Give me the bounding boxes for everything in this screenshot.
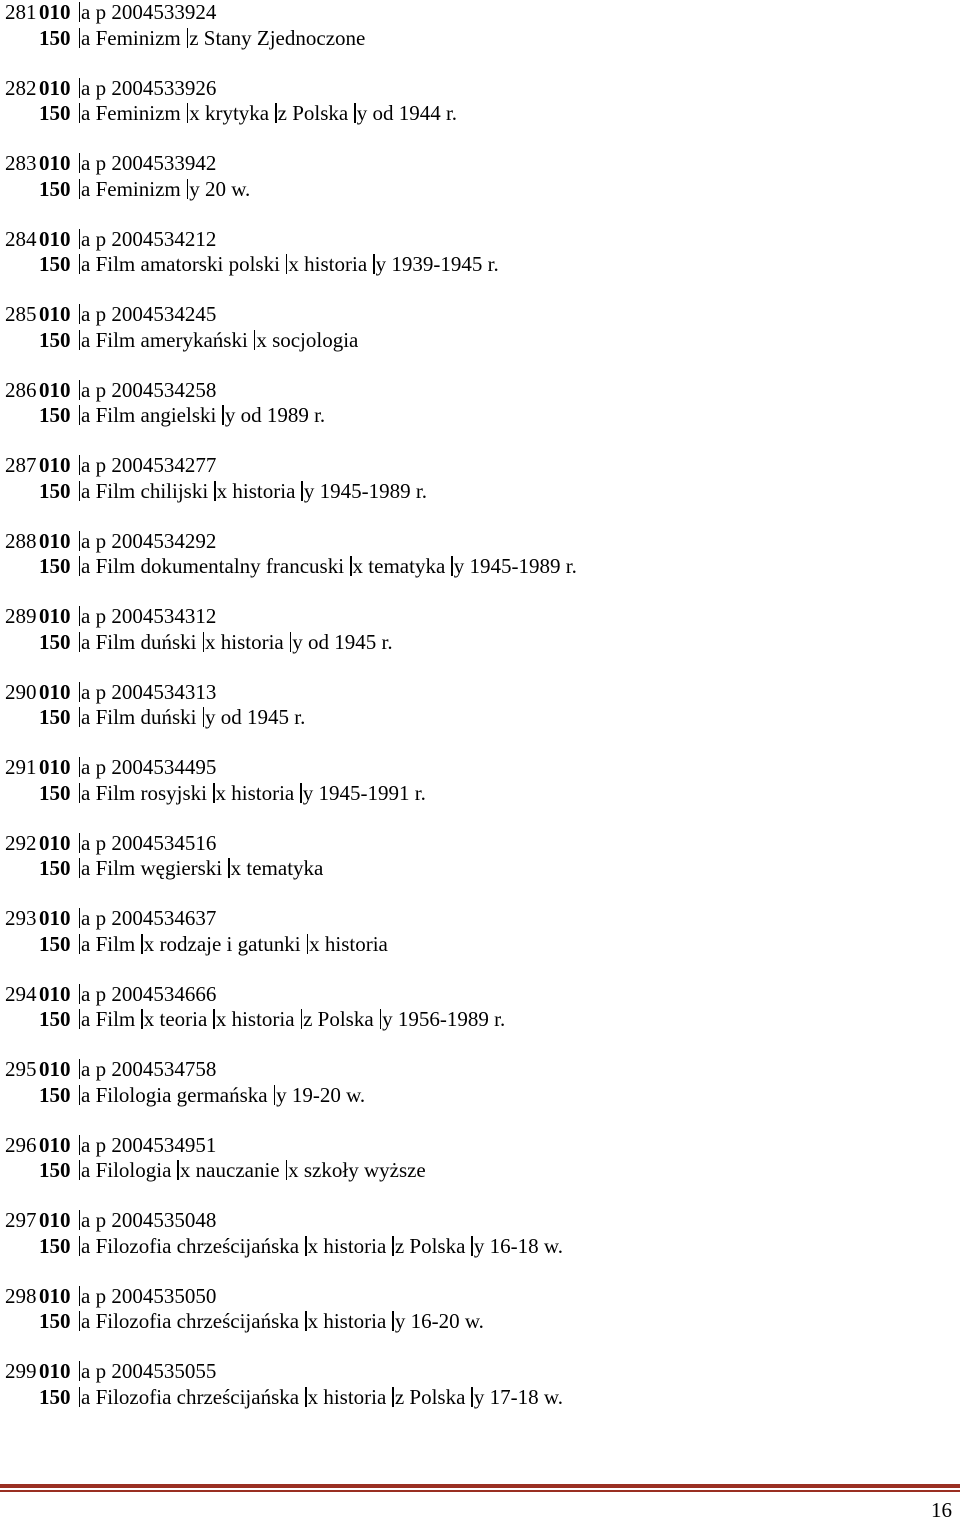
field-tag: 150 <box>39 629 71 654</box>
subfield: z Polska <box>277 101 349 125</box>
subfield: y 1939-1945 r. <box>375 252 499 276</box>
record-number: 284 <box>5 226 37 251</box>
subfield-delimiter <box>471 1236 473 1256</box>
subfield-delimiter <box>213 1009 215 1029</box>
subfield-delimiter <box>373 254 375 274</box>
subfield-delimiter <box>79 28 81 48</box>
record-line-150 <box>5 328 945 354</box>
record-id: a p 2004534277 <box>81 453 217 477</box>
record-285 <box>5 302 945 378</box>
field-tag: 150 <box>39 780 71 805</box>
record-293 <box>5 906 945 982</box>
subfield-delimiter <box>79 1236 81 1256</box>
record-number: 298 <box>5 1283 37 1308</box>
subfield-delimiter <box>79 1387 81 1407</box>
subfield-delimiter <box>187 103 189 123</box>
subfield-delimiter <box>79 606 81 626</box>
field-tag: 150 <box>39 1082 71 1107</box>
record-number: 283 <box>5 151 37 175</box>
subfield: a Film <box>81 1007 136 1031</box>
record-line-010 <box>5 1133 945 1159</box>
subfield: a Filozofia chrześcijańska <box>81 1309 300 1333</box>
subfield: x teoria <box>143 1007 208 1031</box>
subfield-delimiter <box>79 783 81 803</box>
record-id: a p 2004533942 <box>81 151 217 175</box>
record-line-010 <box>5 378 945 404</box>
record-number: 285 <box>5 302 37 326</box>
subfield: a Filozofia chrześcijańska <box>81 1384 300 1409</box>
field-tag: 150 <box>39 1233 71 1258</box>
subfield-delimiter <box>79 78 81 98</box>
record-294 <box>5 982 945 1058</box>
subfield-delimiter <box>79 1311 81 1331</box>
subfield: y 1956-1989 r. <box>382 1007 506 1031</box>
subfield: x historia <box>215 780 295 805</box>
subfield-delimiter <box>79 481 81 501</box>
record-line-150 <box>5 1158 945 1184</box>
record-line-010 <box>5 529 945 555</box>
subfield-delimiter <box>305 1236 307 1256</box>
record-id: a p 2004534258 <box>81 377 217 402</box>
field-tag: 010 <box>39 0 71 24</box>
subfield: z Polska <box>394 1384 466 1409</box>
subfield-delimiter <box>79 1210 81 1230</box>
field-tag: 010 <box>39 1208 71 1232</box>
subfield-delimiter <box>274 1085 276 1105</box>
subfield: x historia <box>307 1384 387 1409</box>
field-tag: 010 <box>39 377 71 402</box>
record-id: a p 2004534312 <box>81 604 217 628</box>
record-line-150 <box>5 1083 945 1109</box>
field-tag: 150 <box>39 554 71 578</box>
subfield: x nauczanie <box>179 1158 280 1182</box>
subfield: y 1945-1991 r. <box>302 780 426 805</box>
record-296 <box>5 1133 945 1209</box>
subfield-delimiter <box>177 1160 179 1180</box>
record-299 <box>5 1359 945 1435</box>
field-tag: 010 <box>39 151 71 175</box>
field-tag: 010 <box>39 906 71 930</box>
subfield-delimiter <box>222 405 224 425</box>
record-number: 290 <box>5 679 37 704</box>
record-id: a p 2004533924 <box>81 0 217 24</box>
field-tag: 150 <box>39 176 71 201</box>
subfield: x krytyka <box>189 101 270 125</box>
record-line-010 <box>5 302 945 328</box>
record-290 <box>5 680 945 756</box>
field-tag: 150 <box>39 327 71 352</box>
subfield-delimiter <box>79 984 81 1004</box>
subfield: x tematyka <box>230 856 324 880</box>
subfield: x historia <box>307 1309 387 1333</box>
record-295 <box>5 1057 945 1133</box>
subfield: a Filologia <box>81 1158 172 1182</box>
field-tag: 010 <box>39 75 71 100</box>
field-tag: 150 <box>39 478 71 503</box>
subfield: y 20 w. <box>189 176 251 201</box>
record-id: a p 2004535055 <box>81 1359 217 1383</box>
record-281 <box>5 0 945 76</box>
record-line-150 <box>5 705 945 731</box>
record-number: 291 <box>5 755 37 779</box>
record-id: a p 2004534245 <box>81 302 217 326</box>
subfield: y 16-18 w. <box>473 1233 563 1258</box>
subfield-delimiter <box>354 103 356 123</box>
footer-rule <box>0 1484 960 1488</box>
subfield: x historia <box>288 252 368 276</box>
record-id: a p 2004534666 <box>81 981 217 1006</box>
field-tag: 150 <box>39 1158 71 1182</box>
record-number: 289 <box>5 604 37 628</box>
field-tag: 150 <box>39 25 71 50</box>
subfield-delimiter <box>79 254 81 274</box>
record-line-010 <box>5 1057 945 1083</box>
subfield-delimiter <box>141 934 143 954</box>
field-tag: 150 <box>39 101 71 125</box>
subfield: z Stany Zjednoczone <box>189 25 366 50</box>
subfield-delimiter <box>187 179 189 199</box>
field-tag: 150 <box>39 856 71 880</box>
subfield-delimiter <box>141 1009 143 1029</box>
record-line-150 <box>5 1385 945 1411</box>
subfield: y 16-20 w. <box>394 1309 484 1333</box>
subfield: y od 1989 r. <box>224 403 326 427</box>
record-line-150 <box>5 252 945 278</box>
subfield: a Filologia germańska <box>81 1082 268 1107</box>
subfield-delimiter <box>451 556 453 576</box>
field-tag: 010 <box>39 453 71 477</box>
record-line-150 <box>5 554 945 580</box>
subfield: y 19-20 w. <box>276 1082 366 1107</box>
record-id: a p 2004534516 <box>81 830 217 855</box>
record-id: a p 2004533926 <box>81 75 217 100</box>
subfield-delimiter <box>79 455 81 475</box>
subfield-delimiter <box>79 1135 81 1155</box>
record-id: a p 2004534637 <box>81 906 217 930</box>
subfield: a Film dokumentalny francuski <box>81 554 345 578</box>
subfield-delimiter <box>301 481 303 501</box>
field-tag: 150 <box>39 403 71 427</box>
record-line-150 <box>5 101 945 127</box>
subfield: x historia <box>215 1007 295 1031</box>
record-id: a p 2004534212 <box>81 226 217 251</box>
record-287 <box>5 453 945 529</box>
field-tag: 150 <box>39 1007 71 1031</box>
page-number: 16 <box>931 1498 952 1522</box>
subfield-delimiter <box>79 304 81 324</box>
record-line-010 <box>5 1359 945 1385</box>
subfield: a Film chilijski <box>81 478 209 503</box>
subfield-delimiter <box>301 1009 303 1029</box>
subfield-delimiter <box>79 1160 81 1180</box>
record-line-010 <box>5 906 945 932</box>
record-line-150 <box>5 630 945 656</box>
record-288 <box>5 529 945 605</box>
record-id: a p 2004535048 <box>81 1208 217 1232</box>
record-line-010 <box>5 1284 945 1310</box>
subfield-delimiter <box>286 1160 288 1180</box>
field-tag: 010 <box>39 528 71 553</box>
record-line-150 <box>5 932 945 958</box>
record-line-150 <box>5 856 945 882</box>
field-tag: 010 <box>39 755 71 779</box>
record-line-150 <box>5 1309 945 1335</box>
subfield-delimiter <box>305 1387 307 1407</box>
field-tag: 010 <box>39 226 71 251</box>
record-line-150 <box>5 479 945 505</box>
record-line-150 <box>5 1007 945 1033</box>
subfield: x rodzaje i gatunki <box>143 931 301 956</box>
subfield-delimiter <box>300 783 302 803</box>
subfield-delimiter <box>213 783 215 803</box>
record-line-010 <box>5 1208 945 1234</box>
subfield: a Film amerykański <box>81 327 248 352</box>
subfield: a Feminizm <box>81 176 181 201</box>
subfield: a Film duński <box>81 629 197 654</box>
subfield-delimiter <box>203 632 205 652</box>
record-number: 294 <box>5 981 37 1006</box>
subfield-delimiter <box>228 858 230 878</box>
field-tag: 010 <box>39 302 71 326</box>
subfield: y od 1944 r. <box>356 101 458 125</box>
subfield-delimiter <box>79 934 81 954</box>
subfield-delimiter <box>350 556 352 576</box>
subfield: x historia <box>205 629 284 654</box>
record-number: 293 <box>5 906 37 930</box>
subfield-delimiter <box>392 1236 394 1256</box>
record-line-010 <box>5 453 945 479</box>
subfield-delimiter <box>79 330 81 350</box>
subfield: a Feminizm <box>81 101 181 125</box>
record-id: a p 2004534758 <box>81 1057 217 1081</box>
subfield: x szkoły wyższe <box>288 1158 426 1182</box>
record-289 <box>5 604 945 680</box>
subfield: x socjologia <box>256 327 359 352</box>
record-number: 297 <box>5 1208 37 1232</box>
subfield-delimiter <box>79 1059 81 1079</box>
subfield-delimiter <box>214 481 216 501</box>
subfield-delimiter <box>79 153 81 173</box>
field-tag: 010 <box>39 1057 71 1081</box>
field-tag: 150 <box>39 1384 71 1409</box>
subfield: y 17-18 w. <box>473 1384 563 1409</box>
record-297 <box>5 1208 945 1284</box>
record-id: a p 2004534495 <box>81 755 217 779</box>
subfield-delimiter <box>79 531 81 551</box>
record-number: 299 <box>5 1359 37 1383</box>
subfield-delimiter <box>79 1361 81 1381</box>
subfield-delimiter <box>79 707 81 727</box>
record-line-010 <box>5 227 945 253</box>
subfield-delimiter <box>79 405 81 425</box>
record-line-150 <box>5 1234 945 1260</box>
field-tag: 010 <box>39 1132 71 1157</box>
record-id: a p 2004535050 <box>81 1283 217 1308</box>
subfield-delimiter <box>79 858 81 878</box>
subfield: a Film rosyjski <box>81 780 208 805</box>
record-298 <box>5 1284 945 1360</box>
subfield-delimiter <box>392 1311 394 1331</box>
subfield: z Polska <box>394 1233 466 1258</box>
record-284 <box>5 227 945 303</box>
subfield-delimiter <box>79 2 81 22</box>
subfield-delimiter <box>79 229 81 249</box>
record-line-010 <box>5 831 945 857</box>
record-line-150 <box>5 403 945 429</box>
record-number: 295 <box>5 1057 37 1081</box>
subfield-delimiter <box>79 632 81 652</box>
subfield: x historia <box>309 931 388 956</box>
subfield: y od 1945 r. <box>205 705 306 729</box>
record-line-010 <box>5 76 945 102</box>
subfield: y od 1945 r. <box>292 629 393 654</box>
subfield-delimiter <box>305 1311 307 1331</box>
field-tag: 010 <box>39 604 71 628</box>
record-id: a p 2004534292 <box>81 528 217 553</box>
subfield-delimiter <box>275 103 277 123</box>
record-286 <box>5 378 945 454</box>
record-line-150 <box>5 26 945 52</box>
record-291 <box>5 755 945 831</box>
subfield: z Polska <box>303 1007 374 1031</box>
field-tag: 150 <box>39 1309 71 1333</box>
subfield: x tematyka <box>352 554 446 578</box>
record-line-010 <box>5 680 945 706</box>
subfield: a Film duński <box>81 705 197 729</box>
subfield-delimiter <box>187 28 189 48</box>
subfield: a Feminizm <box>81 25 181 50</box>
record-282 <box>5 76 945 152</box>
subfield: a Filozofia chrześcijańska <box>81 1233 300 1258</box>
footer-rule-thin <box>0 1490 960 1492</box>
record-line-010 <box>5 604 945 630</box>
subfield-delimiter <box>79 1286 81 1306</box>
record-number: 282 <box>5 75 37 100</box>
subfield: y 1945-1989 r. <box>453 554 577 578</box>
subfield-delimiter <box>79 682 81 702</box>
record-list <box>5 0 945 1435</box>
subfield: a Film <box>81 931 136 956</box>
subfield-delimiter <box>79 833 81 853</box>
subfield-delimiter <box>471 1387 473 1407</box>
subfield-delimiter <box>79 380 81 400</box>
record-number: 288 <box>5 528 37 553</box>
subfield-delimiter <box>79 103 81 123</box>
record-number: 286 <box>5 377 37 402</box>
record-line-150 <box>5 177 945 203</box>
field-tag: 150 <box>39 931 71 956</box>
record-id: a p 2004534951 <box>81 1132 217 1157</box>
subfield-delimiter <box>79 556 81 576</box>
subfield-delimiter <box>203 707 205 727</box>
subfield-delimiter <box>392 1387 394 1407</box>
subfield: x historia <box>216 478 296 503</box>
subfield: y 1945-1989 r. <box>303 478 427 503</box>
subfield-delimiter <box>380 1009 382 1029</box>
subfield-delimiter <box>79 179 81 199</box>
record-number: 281 <box>5 0 37 24</box>
field-tag: 010 <box>39 679 71 704</box>
subfield-delimiter <box>307 934 309 954</box>
subfield-delimiter <box>79 757 81 777</box>
field-tag: 150 <box>39 252 71 276</box>
field-tag: 010 <box>39 981 71 1006</box>
record-number: 296 <box>5 1132 37 1157</box>
subfield-delimiter <box>79 1009 81 1029</box>
subfield: a Film angielski <box>81 403 217 427</box>
record-292 <box>5 831 945 907</box>
record-id: a p 2004534313 <box>81 679 217 704</box>
record-line-010 <box>5 0 945 26</box>
field-tag: 010 <box>39 830 71 855</box>
record-line-010 <box>5 982 945 1008</box>
field-tag: 150 <box>39 705 71 729</box>
record-283 <box>5 151 945 227</box>
subfield: a Film amatorski polski <box>81 252 280 276</box>
record-line-150 <box>5 781 945 807</box>
field-tag: 010 <box>39 1283 71 1308</box>
subfield: a Film węgierski <box>81 856 223 880</box>
record-line-010 <box>5 151 945 177</box>
record-line-010 <box>5 755 945 781</box>
subfield-delimiter <box>79 908 81 928</box>
field-tag: 010 <box>39 1359 71 1383</box>
subfield-delimiter <box>79 1085 81 1105</box>
record-number: 287 <box>5 453 37 477</box>
record-number: 292 <box>5 830 37 855</box>
subfield: x historia <box>307 1233 387 1258</box>
